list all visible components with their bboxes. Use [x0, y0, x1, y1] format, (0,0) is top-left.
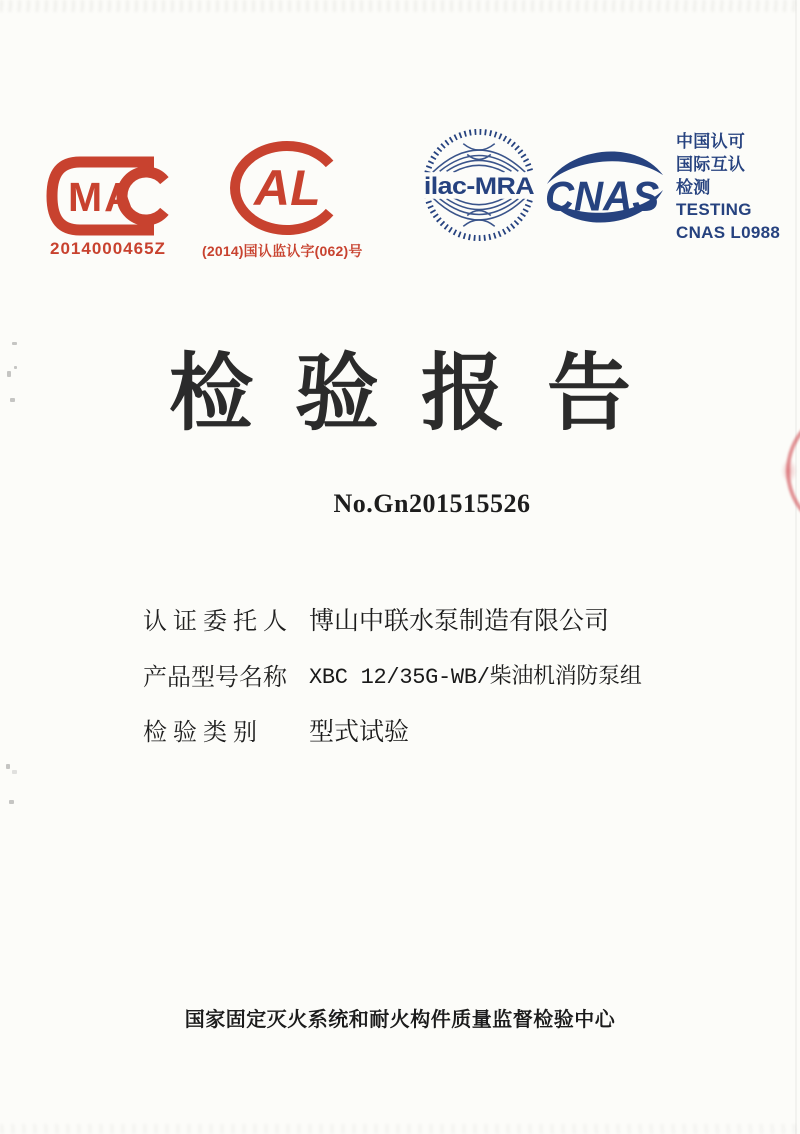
field-value: 博山中联水泵制造有限公司	[309, 608, 610, 635]
field-label: 产品型号名称	[143, 665, 287, 691]
field-label: 认 证 委 托 人	[143, 609, 287, 635]
scan-speck	[9, 800, 14, 804]
accreditation-text-block	[676, 131, 798, 245]
cal-certificate-caption: (2014)国认监认字(062)号	[202, 243, 363, 259]
accreditation-line: CNAS L0988	[676, 223, 781, 243]
scan-speck	[6, 764, 10, 769]
field-row-product-model	[143, 657, 642, 692]
page-title: 检验报告	[168, 346, 673, 440]
scan-speck	[12, 770, 17, 774]
accreditation-line: 检测	[676, 177, 711, 197]
cma-letters: MA	[68, 174, 136, 220]
field-label: 检 验 类 别	[143, 720, 257, 746]
cal-letters: AL	[254, 160, 321, 216]
scan-noise-top	[0, 0, 800, 12]
field-value: XBC 12/35G-WB/柴油机消防泵组	[309, 665, 642, 690]
scan-speck	[7, 371, 11, 377]
cma-certificate-code: 2014000465Z	[50, 239, 166, 258]
scan-speck	[12, 342, 17, 345]
scan-speck	[14, 366, 17, 369]
cnas-wordmark: CNAS	[544, 173, 660, 220]
accreditation-line: 中国认可	[676, 132, 746, 151]
accreditation-line: TESTING	[676, 200, 752, 220]
cal-logo-icon	[228, 140, 346, 236]
scan-noise-bottom	[0, 1124, 800, 1134]
cnas-logo-icon	[541, 140, 669, 234]
footer-organization: 国家固定灭火系统和耐火构件质量监督检验中心	[184, 1009, 616, 1031]
field-row-applicant	[143, 601, 609, 637]
ilac-mra-label: ilac-MRA	[423, 173, 535, 200]
ilac-mra-logo-icon	[420, 125, 538, 245]
cma-logo-icon	[46, 156, 172, 236]
field-row-test-type	[143, 712, 409, 748]
accreditation-line: 国际互认	[676, 154, 746, 174]
red-seal-smudge	[779, 456, 799, 486]
scan-speck	[10, 398, 15, 402]
field-value: 型式试验	[309, 719, 410, 746]
report-number: No.Gn201515526	[333, 489, 531, 518]
